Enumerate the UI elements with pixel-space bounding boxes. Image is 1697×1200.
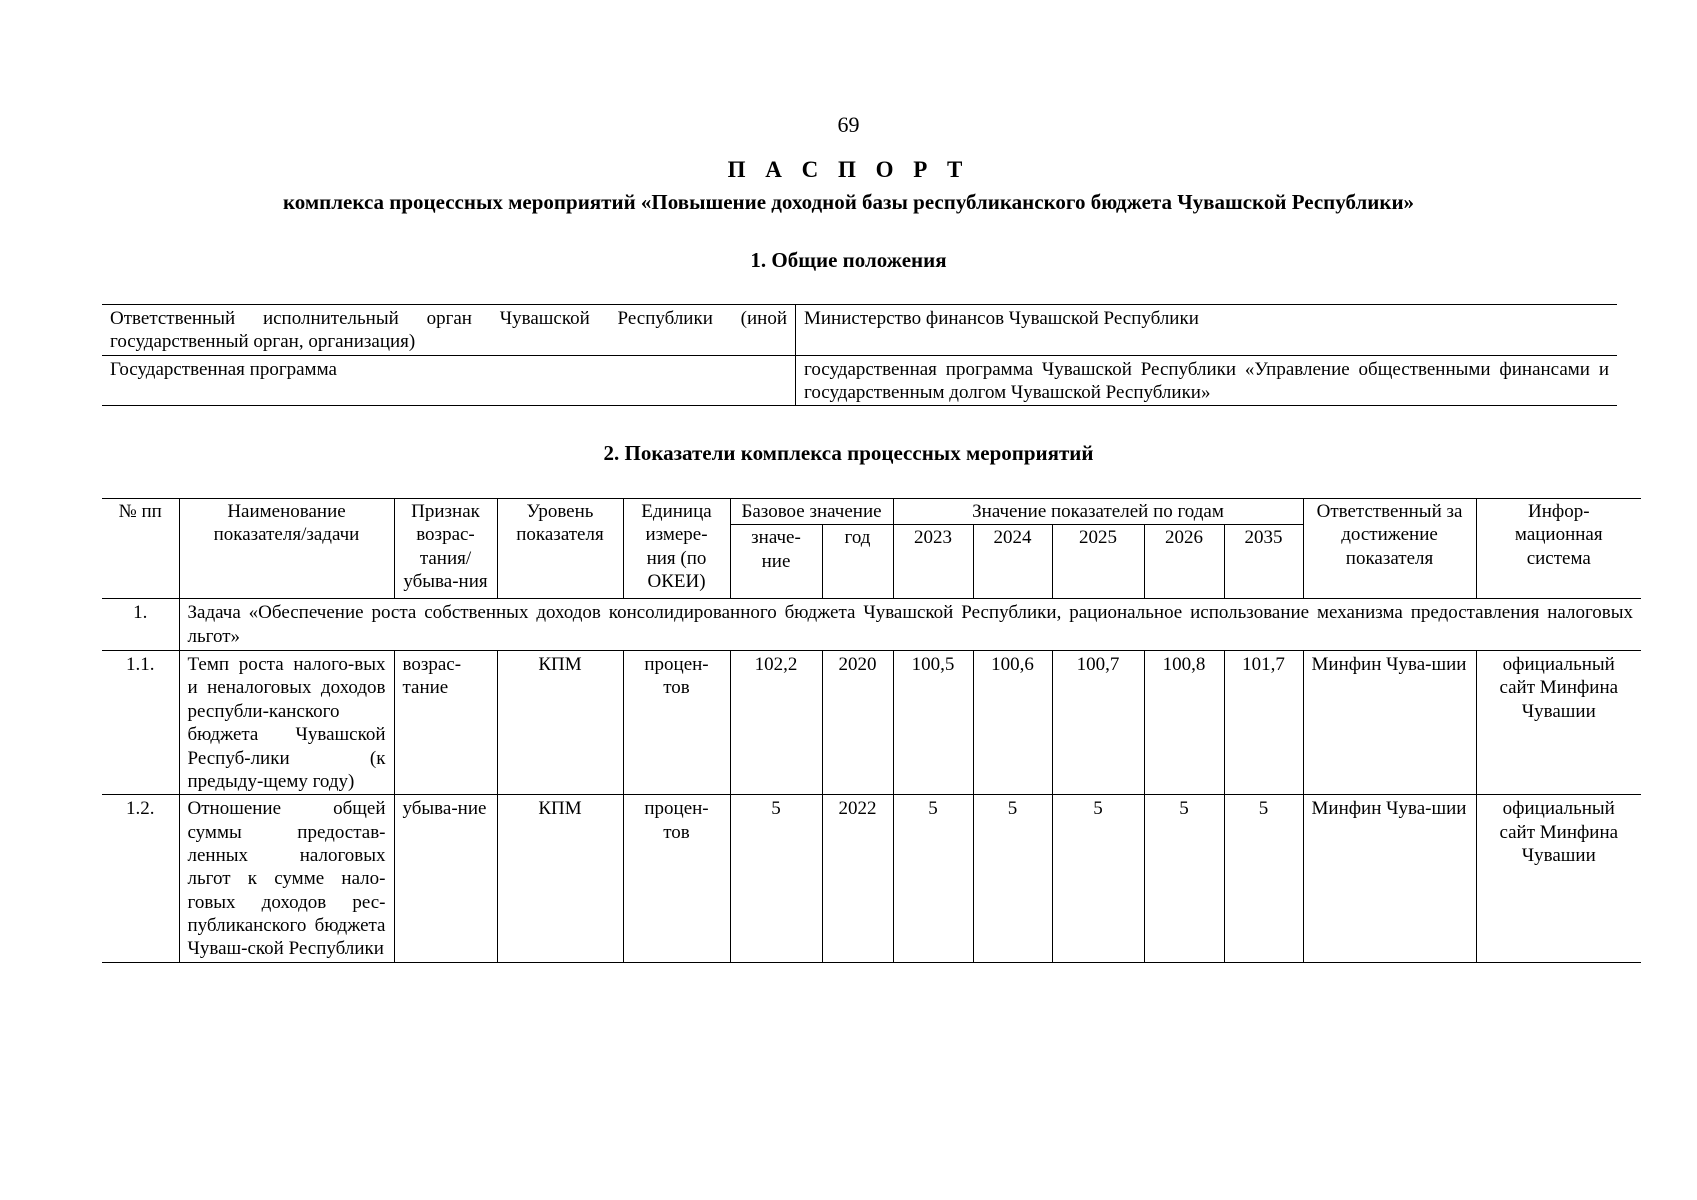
header-year-2026: 2026 <box>1144 525 1224 599</box>
row-num: 1.1. <box>102 651 179 795</box>
row-base-year: 2022 <box>822 795 893 963</box>
row-responsible: Минфин Чува-шии <box>1303 651 1476 795</box>
task-num: 1. <box>102 599 179 651</box>
row-name: Отношение общей суммы предостав-ленных налоговых льгот к сумме нало-говых доходов рес-публиканского бюджета Чуваш-ской Республики <box>179 795 394 963</box>
row-value-2023: 5 <box>893 795 973 963</box>
state-program-value: государственная программа Чувашской Республики «Управление общественными финансами и государственным долгом Чувашской Республики» <box>796 355 1618 406</box>
row-level: КПМ <box>497 795 623 963</box>
header-base-year: год <box>822 525 893 599</box>
row-sign: убыва-ние <box>394 795 497 963</box>
header-year-2024: 2024 <box>973 525 1052 599</box>
header-base: Базовое значение <box>730 499 893 525</box>
document-subtitle: комплекса процессных мероприятий «Повышение доходной базы республиканского бюджета Чувашской Республики» <box>282 190 1415 214</box>
responsible-body-value: Министерство финансов Чувашской Республики <box>796 305 1618 356</box>
row-system: официальный сайт Минфина Чувашии <box>1476 795 1641 963</box>
row-value-2035: 101,7 <box>1224 651 1303 795</box>
row-unit: процен-тов <box>623 651 730 795</box>
header-year-2023: 2023 <box>893 525 973 599</box>
table-row <box>102 795 1641 963</box>
row-value-2025: 5 <box>1052 795 1144 963</box>
indicators-table <box>102 498 1641 963</box>
row-num: 1.2. <box>102 795 179 963</box>
section-2-heading: 2. Показатели комплекса процессных мероприятий <box>603 441 1094 465</box>
row-unit: процен-тов <box>623 795 730 963</box>
header-num: № пп <box>102 499 179 599</box>
state-program-label: Государственная программа <box>102 355 796 406</box>
row-value-2023: 100,5 <box>893 651 973 795</box>
header-system: Инфор-мационная система <box>1476 499 1641 599</box>
header-responsible: Ответственный за достижение показателя <box>1303 499 1476 599</box>
header-unit: Единица измере-ния (по ОКЕИ) <box>623 499 730 599</box>
general-provisions-table <box>102 304 1617 406</box>
row-base-year: 2020 <box>822 651 893 795</box>
table-row <box>102 305 1617 356</box>
header-row <box>102 499 1641 525</box>
header-year-2035: 2035 <box>1224 525 1303 599</box>
row-level: КПМ <box>497 651 623 795</box>
page-number: 69 <box>837 112 860 137</box>
row-value-2024: 100,6 <box>973 651 1052 795</box>
row-sign: возрас-тание <box>394 651 497 795</box>
header-base-value: значе-ние <box>730 525 822 599</box>
section-1-heading: 1. Общие положения <box>750 248 947 272</box>
header-years-group: Значение показателей по годам <box>893 499 1303 525</box>
row-value-2025: 100,7 <box>1052 651 1144 795</box>
row-value-2026: 100,8 <box>1144 651 1224 795</box>
row-base-value: 102,2 <box>730 651 822 795</box>
document-title: П А С П О Р Т <box>727 157 970 182</box>
header-level: Уровень показателя <box>497 499 623 599</box>
responsible-body-label: Ответственный исполнительный орган Чувашской Республики (иной государственный орган, организация) <box>102 305 796 356</box>
row-base-value: 5 <box>730 795 822 963</box>
header-name: Наименование показателя/задачи <box>179 499 394 599</box>
header-year-2025: 2025 <box>1052 525 1144 599</box>
table-row <box>102 651 1641 795</box>
task-text: Задача «Обеспечение роста собственных доходов консолидированного бюджета Чувашской Республики, рациональное использование механизма предоставления налоговых льгот» <box>179 599 1641 651</box>
row-value-2026: 5 <box>1144 795 1224 963</box>
task-row <box>102 599 1641 651</box>
table-row <box>102 355 1617 406</box>
row-system: официальный сайт Минфина Чувашии <box>1476 651 1641 795</box>
row-value-2024: 5 <box>973 795 1052 963</box>
header-sign: Признак возрас-тания/ убыва-ния <box>394 499 497 599</box>
row-value-2035: 5 <box>1224 795 1303 963</box>
row-responsible: Минфин Чува-шии <box>1303 795 1476 963</box>
row-name: Темп роста налого-вых и неналоговых доходов республи-канского бюджета Чувашской Респуб-лики (к предыду-щему году) <box>179 651 394 795</box>
